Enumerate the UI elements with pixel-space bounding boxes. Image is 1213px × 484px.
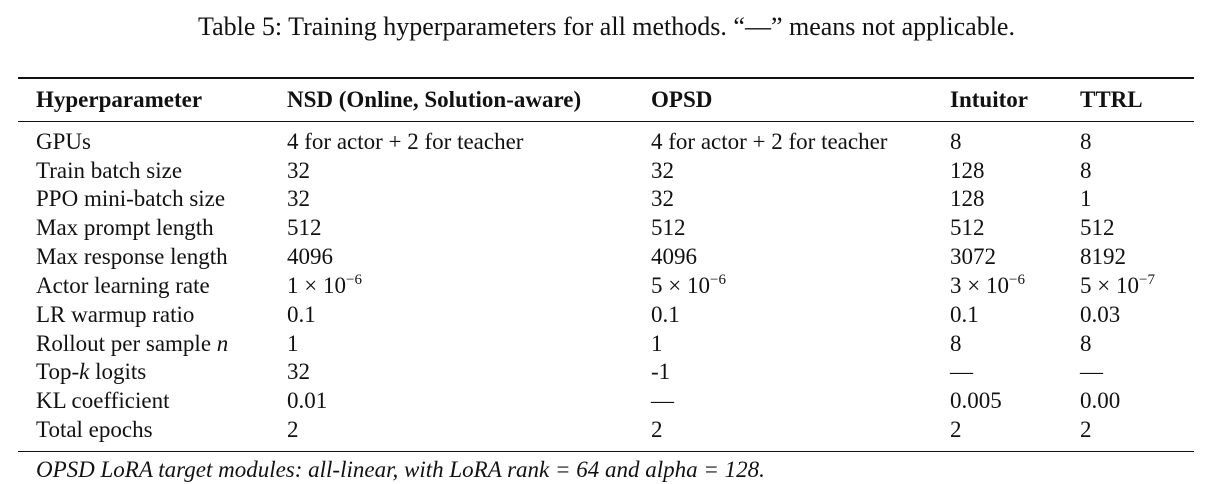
cell-max-prompt-opsd: 512 <box>651 215 686 240</box>
table-header-rule <box>18 121 1194 122</box>
cell-gpus-nsd: 4 for actor + 2 for teacher <box>287 129 524 154</box>
cell-max-response-intuitor: 3072 <box>950 244 996 269</box>
header-ttrl: TTRL <box>1080 87 1143 112</box>
row-label-lr-warmup-ratio: LR warmup ratio <box>36 302 195 327</box>
cell-warmup-opsd: 0.1 <box>651 302 680 327</box>
cell-rollout-nsd: 1 <box>287 331 299 356</box>
cell-epochs-nsd: 2 <box>287 417 299 442</box>
cell-lr-nsd: $1 \times 10^{-6}$ <box>287 272 362 298</box>
cell-kl-nsd: 0.01 <box>287 388 328 413</box>
cell-lr-intuitor: $3 \times 10^{-6}$ <box>950 272 1025 298</box>
row-label-actor-learning-rate: Actor learning rate <box>36 273 210 298</box>
cell-train-batch-nsd: 32 <box>287 158 310 183</box>
cell-warmup-ttrl: 0.03 <box>1080 302 1121 327</box>
cell-kl-intuitor: 0.005 <box>950 388 1002 413</box>
cell-gpus-opsd: 4 for actor + 2 for teacher <box>651 129 888 154</box>
cell-epochs-opsd: 2 <box>651 417 663 442</box>
cell-train-batch-opsd: 32 <box>651 158 674 183</box>
cell-train-batch-intuitor: 128 <box>950 158 985 183</box>
cell-gpus-ttrl: 8 <box>1080 129 1092 154</box>
cell-epochs-ttrl: 2 <box>1080 417 1092 442</box>
cell-topk-ttrl: — <box>1080 359 1103 384</box>
row-label-kl-coefficient: KL coefficient <box>36 388 170 413</box>
cell-max-response-opsd: 4096 <box>651 244 697 269</box>
cell-max-prompt-intuitor: 512 <box>950 215 985 240</box>
table-caption: Table 5: Training hyperparameters for all methods. “—” means not applicable. <box>198 12 1015 41</box>
row-label-max-prompt-length: Max prompt length <box>36 215 214 240</box>
cell-topk-opsd: -1 <box>651 359 671 384</box>
row-label-gpus: GPUs <box>36 129 91 154</box>
cell-topk-nsd: 32 <box>287 359 310 384</box>
cell-ppo-mini-batch-nsd: 32 <box>287 186 310 211</box>
cell-rollout-intuitor: 8 <box>950 331 962 356</box>
row-label-train-batch-size: Train batch size <box>36 158 183 183</box>
cell-max-prompt-ttrl: 512 <box>1080 215 1115 240</box>
cell-max-response-nsd: 4096 <box>287 244 333 269</box>
cell-max-prompt-nsd: 512 <box>287 215 322 240</box>
cell-kl-ttrl: 0.00 <box>1080 388 1121 413</box>
cell-warmup-intuitor: 0.1 <box>950 302 979 327</box>
cell-ppo-mini-batch-intuitor: 128 <box>950 186 985 211</box>
header-hyperparameter: Hyperparameter <box>36 87 203 112</box>
cell-rollout-ttrl: 8 <box>1080 331 1092 356</box>
row-label-ppo-mini-batch: PPO mini-batch size <box>36 186 226 211</box>
table-top-rule <box>18 77 1194 79</box>
table-footnote: OPSD LoRA target modules: all-linear, with LoRA rank = 64 and alpha = 128. <box>36 457 765 482</box>
cell-kl-opsd: — <box>651 388 674 413</box>
cell-ppo-mini-batch-opsd: 32 <box>651 186 674 211</box>
cell-train-batch-ttrl: 8 <box>1080 158 1092 183</box>
cell-rollout-opsd: 1 <box>651 331 663 356</box>
cell-warmup-nsd: 0.1 <box>287 302 316 327</box>
row-label-total-epochs: Total epochs <box>36 417 153 442</box>
cell-topk-intuitor: — <box>950 359 973 384</box>
row-label-top-k-logits: Top-k logits <box>36 359 147 384</box>
header-nsd: NSD (Online, Solution-aware) <box>287 87 582 112</box>
cell-lr-opsd: $5 \times 10^{-6}$ <box>651 272 726 298</box>
table-bottom-rule <box>18 451 1194 452</box>
cell-lr-ttrl: $5 \times 10^{-7}$ <box>1080 272 1155 298</box>
row-label-rollout-per-sample: Rollout per sample n <box>36 331 229 356</box>
cell-gpus-intuitor: 8 <box>950 129 962 154</box>
row-label-max-response-length: Max response length <box>36 244 228 269</box>
cell-epochs-intuitor: 2 <box>950 417 962 442</box>
cell-max-response-ttrl: 8192 <box>1080 244 1126 269</box>
header-opsd: OPSD <box>651 87 713 112</box>
cell-ppo-mini-batch-ttrl: 1 <box>1080 186 1092 211</box>
header-intuitor: Intuitor <box>950 87 1028 112</box>
